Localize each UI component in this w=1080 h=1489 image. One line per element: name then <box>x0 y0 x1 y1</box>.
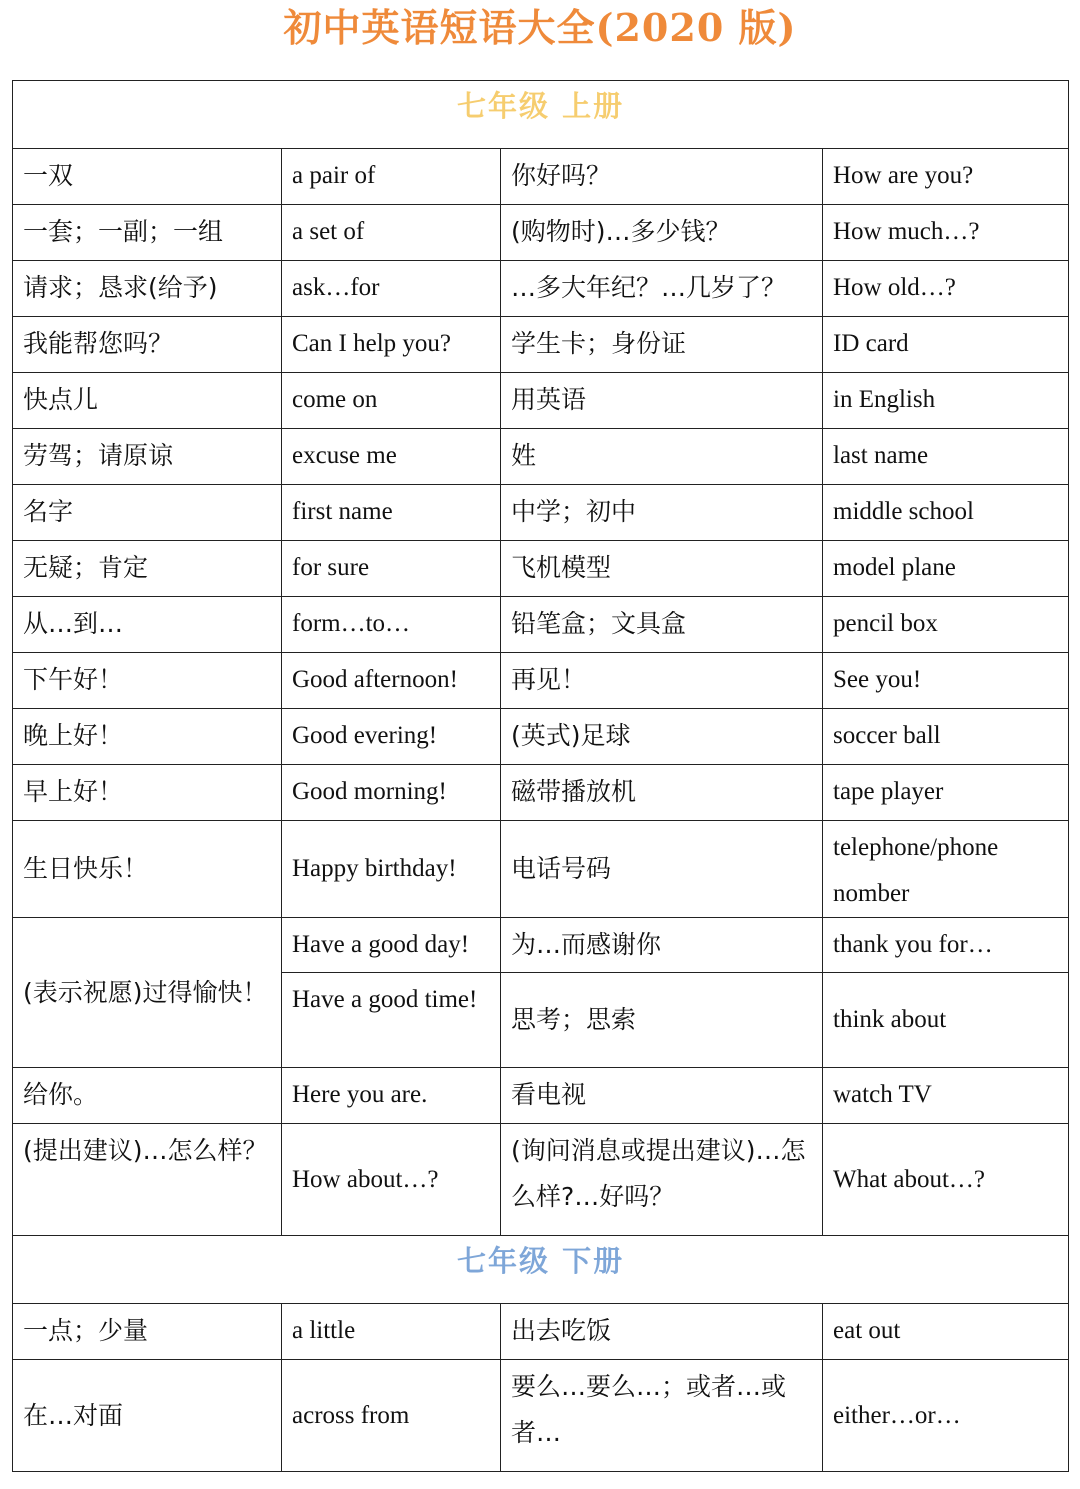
english-phrase: Good evering! <box>282 709 501 765</box>
english-phrase: Have a good day! <box>282 918 501 973</box>
english-phrase: ask…for <box>282 261 501 317</box>
english-phrase: Can I help you? <box>282 317 501 373</box>
chinese-phrase: 晚上好！ <box>13 709 282 765</box>
section-heading: 七年级 下册 <box>13 1236 1069 1304</box>
chinese-phrase: (购物时)…多少钱？ <box>501 205 823 261</box>
table-row <box>13 149 1069 205</box>
chinese-phrase: 电话号码 <box>501 821 823 918</box>
table-row <box>13 709 1069 765</box>
english-phrase: Here you are. <box>282 1068 501 1124</box>
chinese-phrase: 铅笔盒；文具盒 <box>501 597 823 653</box>
table-row <box>13 1304 1069 1360</box>
english-phrase: Happy birthday! <box>282 821 501 918</box>
english-phrase: watch TV <box>823 1068 1069 1124</box>
chinese-phrase: 早上好！ <box>13 765 282 821</box>
english-phrase: Have a good time! <box>282 973 501 1068</box>
table-row <box>13 485 1069 541</box>
english-phrase: a pair of <box>282 149 501 205</box>
english-phrase: How old…? <box>823 261 1069 317</box>
table-row <box>13 1068 1069 1124</box>
english-phrase: for sure <box>282 541 501 597</box>
english-phrase: tape player <box>823 765 1069 821</box>
table-row <box>13 261 1069 317</box>
english-phrase: How about…? <box>282 1124 501 1236</box>
chinese-phrase: 出去吃饭 <box>501 1304 823 1360</box>
chinese-phrase: 为…而感谢你 <box>501 918 823 973</box>
chinese-phrase: 无疑；肯定 <box>13 541 282 597</box>
english-phrase: How are you? <box>823 149 1069 205</box>
chinese-phrase: 下午好！ <box>13 653 282 709</box>
chinese-phrase: 要么…要么…；或者…或者… <box>501 1360 823 1472</box>
english-phrase: a set of <box>282 205 501 261</box>
chinese-phrase: 给你。 <box>13 1068 282 1124</box>
english-phrase: last name <box>823 429 1069 485</box>
table-row <box>13 317 1069 373</box>
chinese-phrase: 学生卡；身份证 <box>501 317 823 373</box>
english-phrase: See you! <box>823 653 1069 709</box>
chinese-phrase: 飞机模型 <box>501 541 823 597</box>
english-phrase: What about…? <box>823 1124 1069 1236</box>
english-phrase: thank you for… <box>823 918 1069 973</box>
chinese-phrase: …多大年纪？…几岁了？ <box>501 261 823 317</box>
chinese-phrase: 我能帮您吗？ <box>13 317 282 373</box>
section-header-row <box>13 81 1069 149</box>
english-phrase: model plane <box>823 541 1069 597</box>
english-phrase: a little <box>282 1304 501 1360</box>
english-phrase: first name <box>282 485 501 541</box>
section-heading: 七年级 上册 <box>13 81 1069 149</box>
english-phrase: Good morning! <box>282 765 501 821</box>
table-row <box>13 765 1069 821</box>
table-row <box>13 597 1069 653</box>
english-phrase: pencil box <box>823 597 1069 653</box>
english-phrase: soccer ball <box>823 709 1069 765</box>
chinese-phrase: 从…到… <box>13 597 282 653</box>
chinese-phrase: 你好吗？ <box>501 149 823 205</box>
chinese-phrase: 在…对面 <box>13 1360 282 1472</box>
chinese-phrase: 磁带播放机 <box>501 765 823 821</box>
chinese-phrase: 思考；思索 <box>501 973 823 1068</box>
phrase-table <box>12 80 1069 1472</box>
chinese-phrase: 再见！ <box>501 653 823 709</box>
chinese-phrase: 一套；一副；一组 <box>13 205 282 261</box>
chinese-phrase: 快点儿 <box>13 373 282 429</box>
table-row <box>13 541 1069 597</box>
chinese-phrase: 中学；初中 <box>501 485 823 541</box>
chinese-phrase: 生日快乐！ <box>13 821 282 918</box>
table-row <box>13 653 1069 709</box>
english-phrase: Good afternoon! <box>282 653 501 709</box>
table-row <box>13 429 1069 485</box>
table-row <box>13 821 1069 918</box>
page-title: 初中英语短语大全(2020 版) <box>283 5 797 50</box>
english-phrase: come on <box>282 373 501 429</box>
section-header-row <box>13 1236 1069 1304</box>
table-row <box>13 1124 1069 1236</box>
chinese-phrase: (英式)足球 <box>501 709 823 765</box>
chinese-phrase: 一双 <box>13 149 282 205</box>
chinese-phrase: 劳驾；请原谅 <box>13 429 282 485</box>
chinese-phrase: 名字 <box>13 485 282 541</box>
chinese-phrase: (表示祝愿)过得愉快！ <box>13 918 282 1068</box>
english-phrase: in English <box>823 373 1069 429</box>
chinese-phrase: 姓 <box>501 429 823 485</box>
chinese-phrase: (提出建议)…怎么样？ <box>13 1124 282 1236</box>
chinese-phrase: 用英语 <box>501 373 823 429</box>
table-row <box>13 918 1069 973</box>
english-phrase: across from <box>282 1360 501 1472</box>
english-phrase: middle school <box>823 485 1069 541</box>
english-phrase: eat out <box>823 1304 1069 1360</box>
english-phrase: form…to… <box>282 597 501 653</box>
chinese-phrase: 看电视 <box>501 1068 823 1124</box>
table-row <box>13 205 1069 261</box>
chinese-phrase: (询问消息或提出建议)…怎么样?…好吗？ <box>501 1124 823 1236</box>
table-row <box>13 1360 1069 1472</box>
english-phrase: excuse me <box>282 429 501 485</box>
english-phrase: telephone/phone nomber <box>823 821 1069 918</box>
english-phrase: either…or… <box>823 1360 1069 1472</box>
chinese-phrase: 请求；恳求(给予) <box>13 261 282 317</box>
table-row <box>13 373 1069 429</box>
english-phrase: How much…? <box>823 205 1069 261</box>
english-phrase: ID card <box>823 317 1069 373</box>
chinese-phrase: 一点；少量 <box>13 1304 282 1360</box>
english-phrase: think about <box>823 973 1069 1068</box>
